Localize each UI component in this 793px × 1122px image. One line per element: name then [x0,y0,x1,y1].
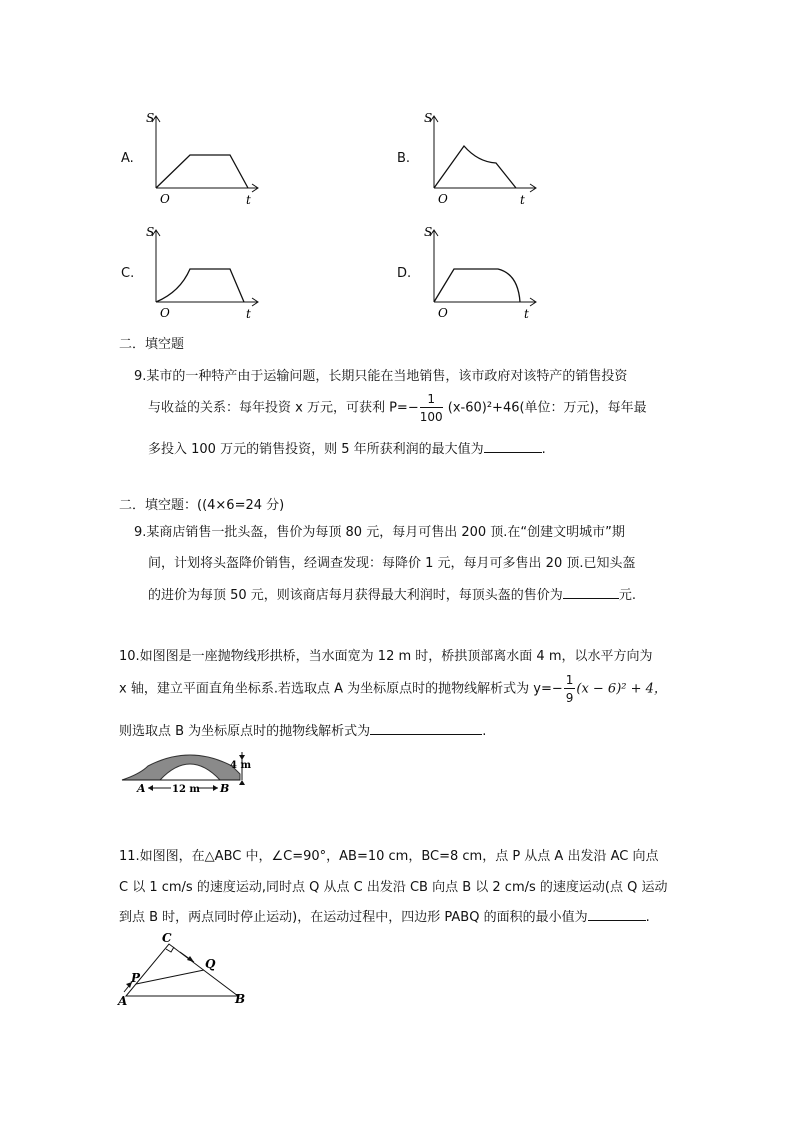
q10-frac-num: 1 [565,673,574,687]
height-label: 4 m [230,760,252,771]
option-d-s: S [424,225,433,239]
q11-line1: 11.如图图，在△ABC 中，∠C=90°，AB=10 cm，BC=8 cm，点 P 从点 A 出发沿 AC 向点 [119,849,659,864]
q11-line3 [119,906,650,925]
section1-q9-frac-den: 100 [419,410,443,424]
bridge-arch [122,755,240,780]
option-c-curve [156,269,244,302]
option-d-label: D. [397,266,412,281]
point-c-label: C [162,931,172,945]
option-b-t: t [520,193,525,207]
option-b-label: B. [397,151,411,166]
option-d-graph [418,222,548,322]
section1-q9-line1: 9.某市的一种特产由于运输问题，长期只能在当地销售，该市政府对该特产的销售投资 [134,369,628,384]
option-b-curve [434,146,516,188]
q11-line2: C 以 1 cm/s 的速度运动,同时点 Q 从点 C 出发沿 CB 向点 B 以 2 cm/s 的速度运动(点 Q 运动 [119,880,668,895]
option-a-t: t [246,193,251,207]
q10-line2-pre: x 轴，建立平面直角坐标系.若选取点 A 为坐标原点时的抛物线解析式为 y=− [119,681,563,697]
option-d-curve [434,269,520,302]
answer-blank[interactable] [484,439,542,453]
option-c-t: t [246,307,251,321]
q10-line3 [119,720,486,739]
section2-heading: 二．填空题：((4×6=24 分) [119,498,285,513]
section1-q9-line3 [148,438,546,457]
answer-blank[interactable] [588,907,646,921]
point-b-label: B [220,782,230,795]
point-p-label: P [131,971,141,985]
option-a-curve [156,155,248,188]
section2-q9-line3 [148,584,636,603]
section1-q9-line2-post: (x-60)²+46(单位：万元)，每年最 [447,400,647,416]
answer-blank[interactable] [563,585,619,599]
q10-line2 [119,674,667,705]
period: . [541,442,546,457]
option-d-o: O [438,306,448,320]
option-a-graph [140,108,270,208]
option-a-s: S [146,111,155,125]
section1-q9-fraction [420,393,443,423]
option-c-s: S [146,225,155,239]
q10-line2-post: (x − 6)² + 4， [576,681,667,697]
option-d-t: t [524,307,529,321]
q10-fraction [564,674,576,704]
option-a-o: O [160,192,170,206]
right-angle-mark [166,947,174,952]
section1-q9-line3-text: 多投入 100 万元的销售投资，则 5 年所获利润的最大值为 [148,442,484,457]
option-b-graph [418,108,548,208]
option-c-label: C. [121,266,135,281]
q10-line1: 10.如图图是一座抛物线形拱桥，当水面宽为 12 m 时，桥拱顶部离水面 4 m，以水平方向为 [119,649,653,664]
point-a-label: A [118,994,128,1008]
section2-q9-line1: 9.某商店销售一批头盔，售价为每顶 80 元，每月可售出 200 顶.在“创建文明城市”期 [134,525,625,540]
bridge-figure [118,746,263,798]
section2-q9-line3-text: 的进价为每顶 50 元，则该商店每月获得最大利润时，每顶头盔的售价为 [148,588,563,603]
q10-frac-den: 9 [565,691,574,705]
section1-q9-frac-num: 1 [420,393,443,408]
q10-line3-text: 则选取点 B 为坐标原点时的抛物线解析式为 [119,724,371,739]
option-b-s: S [424,111,433,125]
section1-heading: 二．填空题 [119,337,185,352]
triangle-abc [126,944,238,996]
section1-q9-line2 [148,393,647,424]
point-b-label: B [235,992,246,1006]
point-q-label: Q [205,957,216,971]
option-a-label: A. [121,151,134,166]
option-c-graph [140,222,270,322]
period: . [645,910,650,925]
option-c-o: O [160,306,170,320]
width-label: 12 m [172,784,200,795]
option-b-o: O [438,192,448,206]
section1-q9-line2-pre: 与收益的关系：每年投资 x 万元，可获利 P=− [148,400,419,416]
answer-blank[interactable] [370,721,482,735]
unit: 元. [618,588,636,603]
triangle-figure [114,930,254,1010]
section2-q9-line2: 间，计划将头盔降价销售，经调查发现：每降价 1 元，每月可多售出 20 顶.已知头盔 [148,556,636,571]
point-a-label: A [137,782,146,795]
period: . [482,724,487,739]
q11-line3-text: 到点 B 时，两点同时停止运动)，在运动过程中，四边形 PABQ 的面积的最小值为 [119,910,588,925]
